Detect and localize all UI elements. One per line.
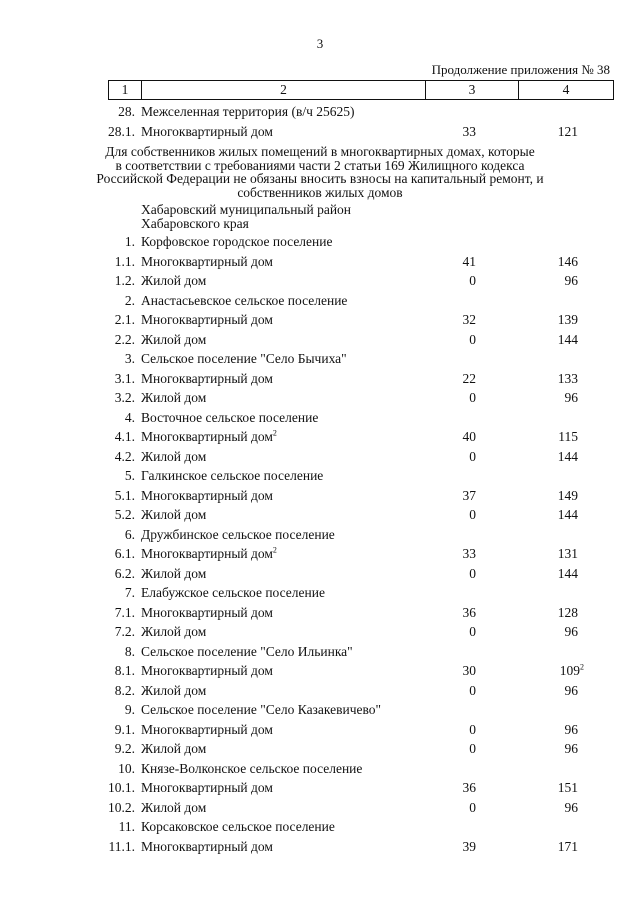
row-number: 8.1. (114, 663, 135, 678)
table-header (108, 80, 614, 100)
row-label-text: Многоквартирный дом (141, 721, 273, 737)
row-label (141, 527, 335, 543)
value-col-4-text: 96 (564, 273, 578, 288)
row-label-text: Елабужское сельское поселение (141, 585, 325, 600)
table-row (0, 234, 640, 254)
value-col-4 (558, 254, 578, 270)
value-col-3: 39 (462, 838, 476, 854)
row-number: 8.2. (114, 682, 135, 698)
row-number: 9.1. (114, 721, 135, 737)
row-label-text: Сельское поселение "Село Казакевичево" (141, 702, 382, 717)
row-label-text: Жилой дом (141, 448, 207, 464)
row-label (141, 663, 273, 679)
value-col-3: 33 (462, 546, 476, 561)
footnote-mark: 2 (272, 428, 277, 438)
page-number: 3 (316, 36, 324, 51)
row-label (141, 819, 335, 835)
value-col-4 (565, 624, 579, 640)
row-number: 4.1. (114, 429, 135, 444)
table-row (0, 273, 640, 293)
row-number: 3. (124, 351, 135, 366)
row-label (141, 104, 354, 120)
value-col-4 (558, 429, 578, 445)
table-row (0, 254, 640, 274)
row-number: 1. (124, 234, 135, 249)
row-number: 8. (124, 643, 135, 659)
region-line: Хабаровский муниципальный район (141, 202, 352, 217)
row-label (141, 312, 273, 328)
value-col-4-text: 131 (557, 546, 578, 561)
value-col-3: 40 (462, 429, 476, 444)
row-label-text: Восточное сельское поселение (141, 409, 319, 425)
table-row (0, 702, 640, 722)
row-number: 5.2. (114, 507, 135, 522)
value-col-4-text: 133 (557, 370, 578, 386)
table-row (0, 605, 640, 625)
table-row (0, 468, 640, 488)
table-row (0, 839, 640, 859)
row-label-text: Жилой дом (141, 682, 207, 698)
value-col-3: 0 (469, 721, 476, 737)
table-row (0, 312, 640, 332)
value-col-4 (565, 741, 579, 757)
row-number: 1.1. (114, 253, 135, 269)
value-col-4-text: 171 (557, 838, 578, 854)
row-label (141, 566, 206, 582)
row-label-text: Многоквартирный дом (141, 780, 273, 795)
row-number: 9.2. (114, 741, 135, 756)
value-col-3: 0 (469, 507, 476, 522)
value-col-3: 0 (469, 682, 476, 698)
row-number: 3.2. (114, 390, 135, 405)
row-label-text: Жилой дом (141, 390, 207, 405)
note-line: Для собственников жилых помещений в многоквартирных домах, которые (105, 144, 535, 159)
value-col-4-text: 139 (557, 312, 578, 327)
row-label-text: Многоквартирный дом (141, 312, 273, 327)
value-col-4 (560, 663, 584, 679)
value-col-4 (558, 839, 578, 855)
value-col-4 (558, 312, 578, 328)
value-col-3: 0 (469, 565, 476, 581)
value-col-4-text: 149 (557, 487, 578, 503)
row-number: 7. (124, 585, 135, 600)
value-col-4-text: 144 (557, 331, 578, 347)
row-label (141, 546, 277, 562)
note-line: собственников жилых домов (237, 184, 403, 200)
row-number: 5. (124, 468, 135, 483)
row-number: 28.1. (108, 123, 135, 139)
row-label (141, 761, 362, 777)
row-number: 4. (124, 409, 135, 425)
table-row (0, 390, 640, 410)
value-col-4 (558, 449, 578, 465)
row-label (141, 410, 318, 426)
row-label (141, 371, 273, 387)
row-label (141, 605, 273, 621)
value-col-3: 41 (462, 253, 476, 269)
value-col-4 (565, 722, 579, 738)
value-col-4 (558, 566, 578, 582)
row-label (141, 293, 347, 309)
row-number: 11. (118, 819, 135, 834)
value-col-4-text: 109 (559, 663, 580, 678)
row-label (141, 624, 206, 640)
table-body (0, 104, 640, 858)
value-col-3: 36 (462, 780, 476, 795)
table-row (0, 780, 640, 800)
row-label (141, 429, 277, 445)
table-row (0, 585, 640, 605)
row-label (141, 234, 332, 250)
value-col-3: 0 (469, 390, 476, 405)
row-label-text: Жилой дом (141, 741, 207, 756)
value-col-3: 0 (469, 799, 476, 815)
row-label-text: Многоквартирный дом (141, 663, 273, 678)
row-number: 7.2. (114, 624, 135, 639)
footnote-mark: 2 (580, 662, 584, 672)
value-col-4-text: 144 (557, 565, 578, 581)
value-col-3: 0 (469, 273, 476, 288)
row-label (141, 839, 273, 855)
row-label (141, 644, 353, 660)
row-label-text: Жилой дом (141, 565, 207, 581)
row-label (141, 449, 206, 465)
row-label-text: Многоквартирный дом (141, 253, 273, 269)
row-label-text: Галкинское сельское поселение (141, 468, 324, 483)
row-number: 6.1. (114, 546, 135, 561)
table-row (0, 124, 640, 144)
value-col-3: 0 (469, 624, 476, 639)
table-row (0, 527, 640, 547)
row-number: 1.2. (114, 273, 135, 288)
row-label-text: Корфовское городское поселение (141, 234, 333, 249)
value-col-4 (558, 124, 578, 140)
row-label (141, 780, 273, 796)
row-label (141, 351, 347, 367)
value-col-3: 37 (462, 487, 476, 503)
table-row (0, 800, 640, 820)
row-number: 4.2. (114, 448, 135, 464)
row-label (141, 741, 206, 757)
row-label-text: Многоквартирный дом (141, 604, 273, 620)
header-col-1: 1 (109, 81, 142, 99)
row-label (141, 507, 206, 523)
row-label (141, 390, 206, 406)
row-number: 6.2. (114, 565, 135, 581)
value-col-4-text: 144 (557, 507, 578, 522)
note (0, 145, 640, 199)
header-col-4: 4 (562, 82, 570, 97)
row-label-text: Жилой дом (141, 624, 207, 639)
value-col-4 (565, 683, 579, 699)
row-number: 7.1. (114, 604, 135, 620)
value-col-3: 36 (462, 604, 476, 620)
table-row (0, 429, 640, 449)
row-label (141, 332, 206, 348)
table-row (0, 371, 640, 391)
row-number: 28. (118, 104, 135, 119)
row-label-text: Князе-Волконское сельское поселение (141, 760, 363, 776)
row-number: 2. (124, 292, 135, 308)
region-heading (141, 203, 640, 230)
table-row (0, 104, 640, 124)
header-col-3: 3 (426, 81, 519, 99)
value-col-4-text: 96 (564, 624, 578, 639)
table-row (0, 722, 640, 742)
value-col-4 (558, 780, 578, 796)
value-col-4 (558, 605, 578, 621)
row-label (141, 800, 206, 816)
table-row (0, 644, 640, 664)
row-number: 2.2. (114, 331, 135, 347)
row-label-text: Дружбинское сельское поселение (141, 526, 335, 542)
row-label (141, 722, 273, 738)
row-label-text: Многоквартирный дом (141, 429, 273, 444)
value-col-3: 22 (462, 370, 476, 386)
value-col-4 (558, 507, 578, 523)
row-label (141, 488, 273, 504)
rows-top (0, 104, 640, 143)
table-row (0, 488, 640, 508)
value-col-4 (565, 273, 579, 289)
value-col-4-text: 128 (557, 604, 578, 620)
value-col-4-text: 115 (558, 429, 578, 444)
table-row (0, 566, 640, 586)
row-label (141, 273, 206, 289)
appendix-continuation: Продолжение приложения № 38 (431, 62, 610, 77)
row-label-text: Многоквартирный дом (141, 370, 273, 386)
value-col-4 (558, 332, 578, 348)
region-line: Хабаровского края (141, 215, 249, 231)
row-label (141, 683, 206, 699)
row-label-text: Сельское поселение "Село Ильинка" (141, 643, 353, 659)
row-label-text: Анастасьевское сельское поселение (141, 292, 348, 308)
row-number: 10.2. (108, 799, 135, 815)
row-label-text: Жилой дом (141, 273, 207, 288)
row-number: 2.1. (114, 312, 135, 327)
value-col-4-text: 96 (564, 799, 578, 815)
row-number: 6. (124, 526, 135, 542)
table-row (0, 546, 640, 566)
row-number: 3.1. (114, 370, 135, 386)
value-col-4 (565, 390, 579, 406)
row-label-text: Многоквартирный дом (141, 123, 273, 139)
header-col-2: 2 (142, 81, 426, 99)
row-label (141, 585, 325, 601)
value-col-4-text: 96 (564, 741, 578, 756)
note-line: Российской Федерации не обязаны вносить взносы на капитальный ремонт, и (96, 171, 544, 186)
row-label-text: Многоквартирный дом (141, 838, 273, 854)
table-row (0, 624, 640, 644)
row-label-text: Сельское поселение "Село Бычиха" (141, 351, 347, 366)
value-col-4 (558, 488, 578, 504)
row-label-text: Многоквартирный дом (141, 546, 273, 561)
value-col-4-text: 96 (564, 721, 578, 737)
value-col-3: 30 (462, 663, 476, 678)
row-number: 10.1. (108, 780, 135, 795)
value-col-3: 32 (462, 312, 476, 327)
row-label-text: Жилой дом (141, 507, 207, 522)
row-label-text: Межселенная территория (в/ч 25625) (141, 104, 355, 119)
value-col-4-text: 121 (557, 123, 578, 139)
row-label-text: Многоквартирный дом (141, 487, 273, 503)
row-number: 9. (124, 702, 135, 717)
row-label-text: Корсаковское сельское поселение (141, 819, 335, 834)
table-row (0, 332, 640, 352)
note-line: в соответствии с требованиями части 2 статьи 169 Жилищного кодекса (115, 157, 525, 173)
table-row (0, 761, 640, 781)
row-label-text: Жилой дом (141, 331, 207, 347)
value-col-4 (558, 371, 578, 387)
value-col-4-text: 146 (557, 253, 578, 269)
rows-main (0, 234, 640, 858)
value-col-4-text: 96 (564, 682, 578, 698)
footnote-mark: 2 (272, 545, 277, 555)
row-number: 5.1. (114, 487, 135, 503)
table-row (0, 449, 640, 469)
table-row (0, 683, 640, 703)
row-label (141, 254, 273, 270)
table-row (0, 351, 640, 371)
value-col-4-text: 144 (557, 448, 578, 464)
row-label-text: Жилой дом (141, 799, 207, 815)
row-number: 11.1. (108, 838, 135, 854)
row-number: 10. (118, 760, 135, 776)
value-col-3: 0 (469, 448, 476, 464)
row-label (141, 124, 273, 140)
value-col-4-text: 96 (564, 390, 578, 405)
table-row (0, 819, 640, 839)
value-col-4 (558, 546, 578, 562)
row-label (141, 468, 323, 484)
table-row (0, 410, 640, 430)
value-col-4-text: 151 (557, 780, 578, 795)
table-row (0, 663, 640, 683)
row-label (141, 702, 381, 718)
table-row (0, 507, 640, 527)
table-row (0, 741, 640, 761)
value-col-3: 0 (469, 741, 476, 756)
value-col-4 (565, 800, 579, 816)
value-col-3: 33 (462, 123, 476, 139)
value-col-3: 0 (469, 331, 476, 347)
table-row (0, 293, 640, 313)
